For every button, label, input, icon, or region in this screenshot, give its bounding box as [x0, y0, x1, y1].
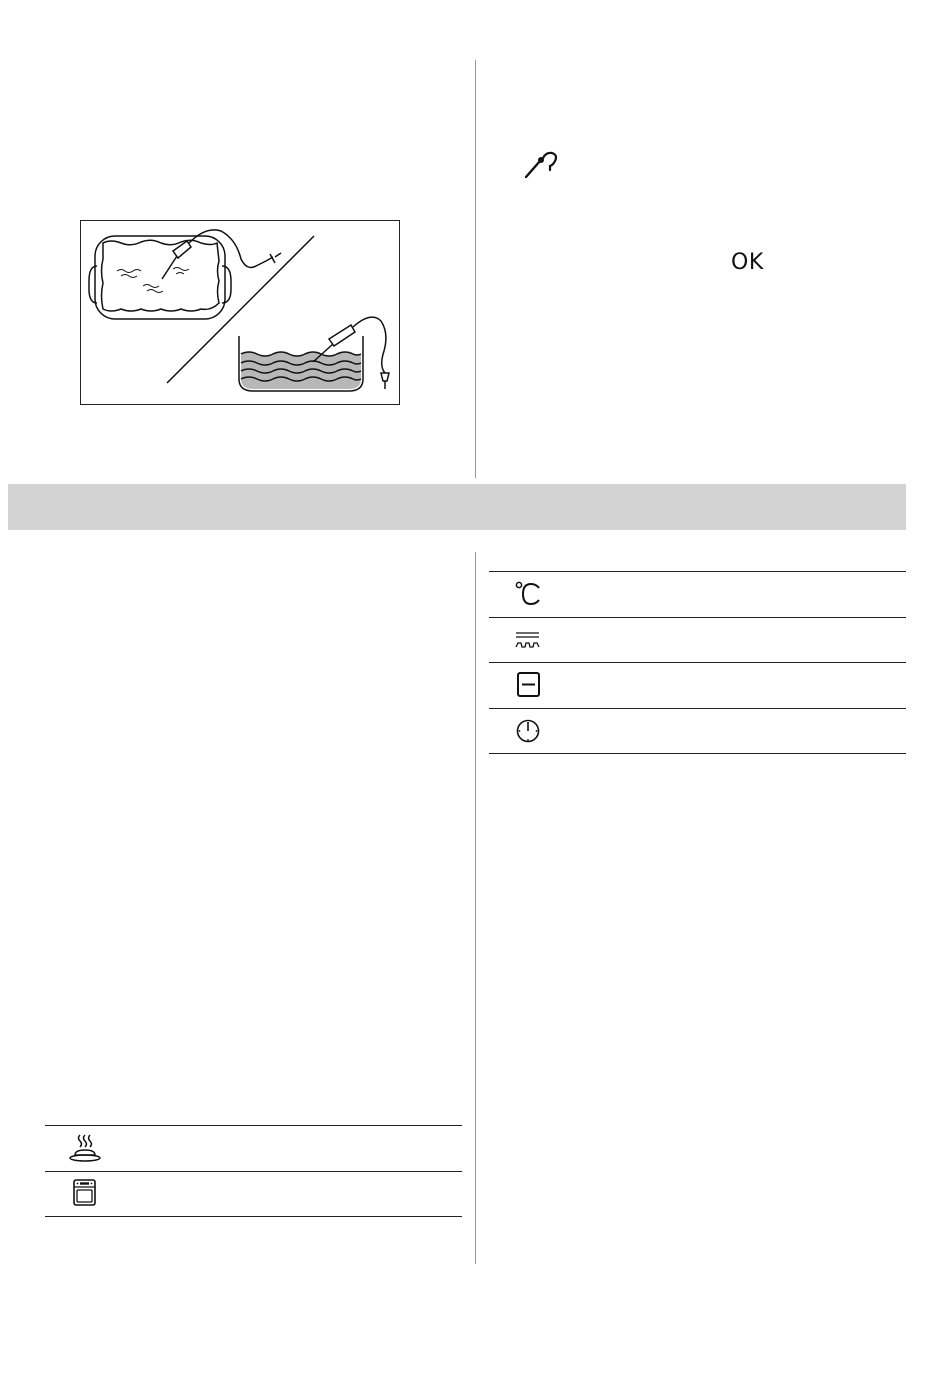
- table-rule: [489, 753, 906, 754]
- column-divider-top: [475, 60, 476, 478]
- left-symbol-table: [45, 1125, 462, 1219]
- table-rule: [45, 1125, 462, 1126]
- ok-button-label: OK: [731, 250, 764, 275]
- roasting-dish: [89, 236, 231, 319]
- section-header-banner: [8, 484, 906, 530]
- table-rule: [489, 708, 906, 709]
- column-divider-bottom: [475, 552, 476, 1264]
- keep-warm-icon: [68, 1132, 102, 1164]
- oven-display-icon: [72, 1178, 98, 1208]
- table-rule: [45, 1216, 462, 1217]
- probe-illustration-frame: [80, 220, 400, 405]
- core-temperature-probe-illustration: [81, 221, 399, 404]
- right-symbol-table: [489, 571, 906, 755]
- meat-probe-icon: [524, 150, 560, 180]
- table-rule: [45, 1171, 462, 1172]
- liquid-pot: [239, 336, 363, 391]
- celsius-temperature-icon: [514, 580, 544, 608]
- heating-function-icon: [514, 630, 542, 652]
- clock-icon: [515, 717, 543, 745]
- table-rule: [489, 617, 906, 618]
- table-rule: [489, 571, 906, 572]
- table-rule: [489, 662, 906, 663]
- probe-in-dish: [162, 230, 281, 279]
- minus-box-icon: [516, 671, 542, 699]
